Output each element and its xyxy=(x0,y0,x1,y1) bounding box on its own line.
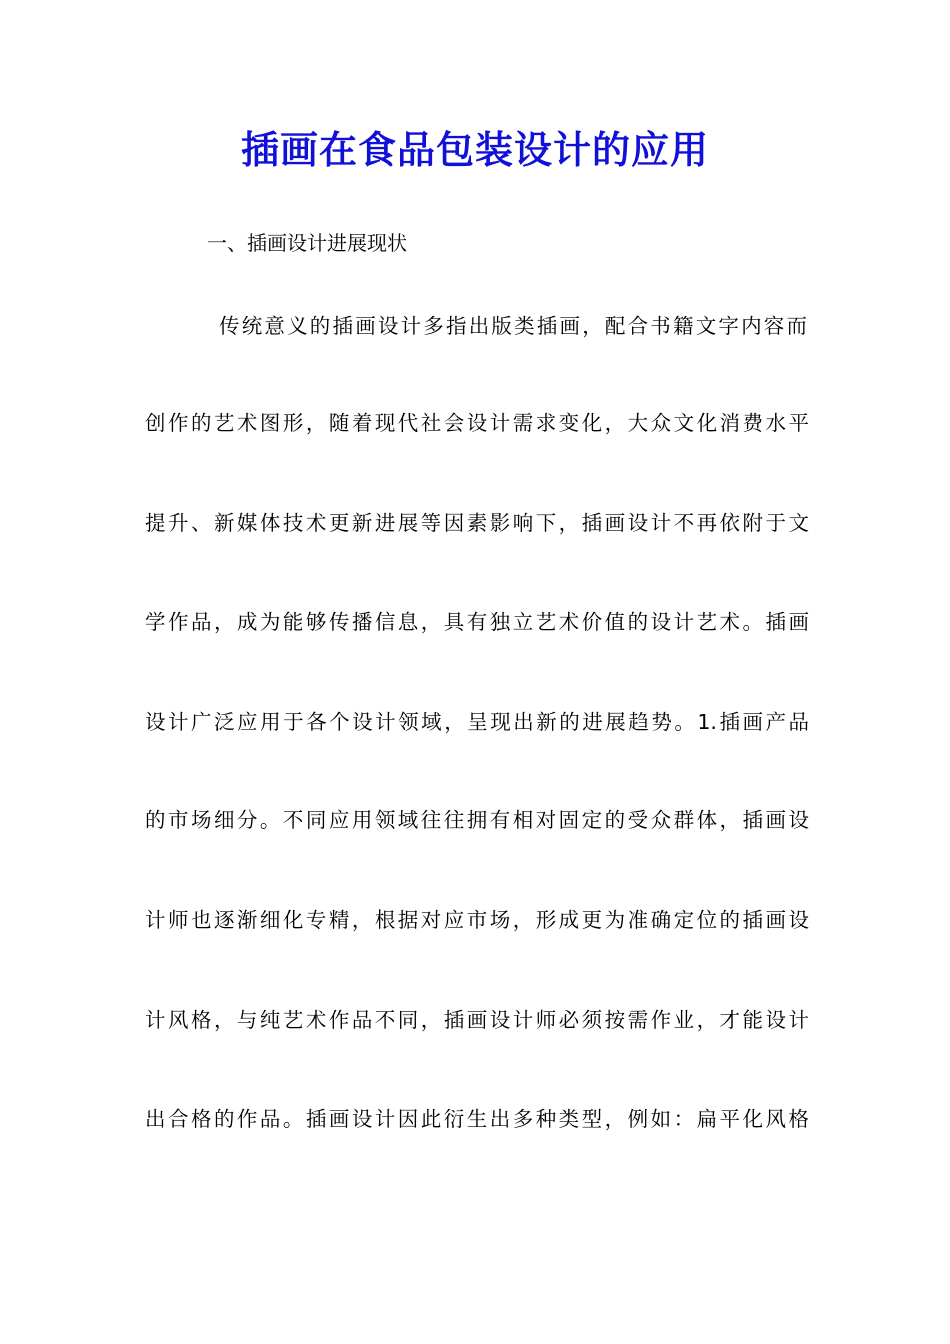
paragraph-line: 传统意义的插画设计多指出版类插画，配合书籍文字内容而 xyxy=(219,314,807,338)
paragraph-line: 设计广泛应用于各个设计领域，呈现出新的进展趋势。1.插画产品 xyxy=(145,710,809,734)
paragraph-line: 出合格的作品。插画设计因此衍生出多种类型，例如：扁平化风格 xyxy=(145,1107,809,1131)
paragraph-line: 计师也逐渐细化专精，根据对应市场，形成更为准确定位的插画设 xyxy=(145,908,809,932)
paragraph-line: 的市场细分。不同应用领域往往拥有相对固定的受众群体，插画设 xyxy=(145,808,809,832)
paragraph-line: 提升、新媒体技术更新进展等因素影响下，插画设计不再依附于文 xyxy=(145,511,809,535)
paragraph-line: 计风格，与纯艺术作品不同，插画设计师必须按需作业，才能设计 xyxy=(145,1008,809,1032)
paragraph-line: 学作品，成为能够传播信息，具有独立艺术价值的设计艺术。插画 xyxy=(145,610,809,634)
section-heading: 一、插画设计进展现状 xyxy=(207,231,407,255)
paragraph-line: 创作的艺术图形，随着现代社会设计需求变化，大众文化消费水平 xyxy=(145,411,809,435)
document-title: 插画在食品包装设计的应用 xyxy=(240,127,709,172)
